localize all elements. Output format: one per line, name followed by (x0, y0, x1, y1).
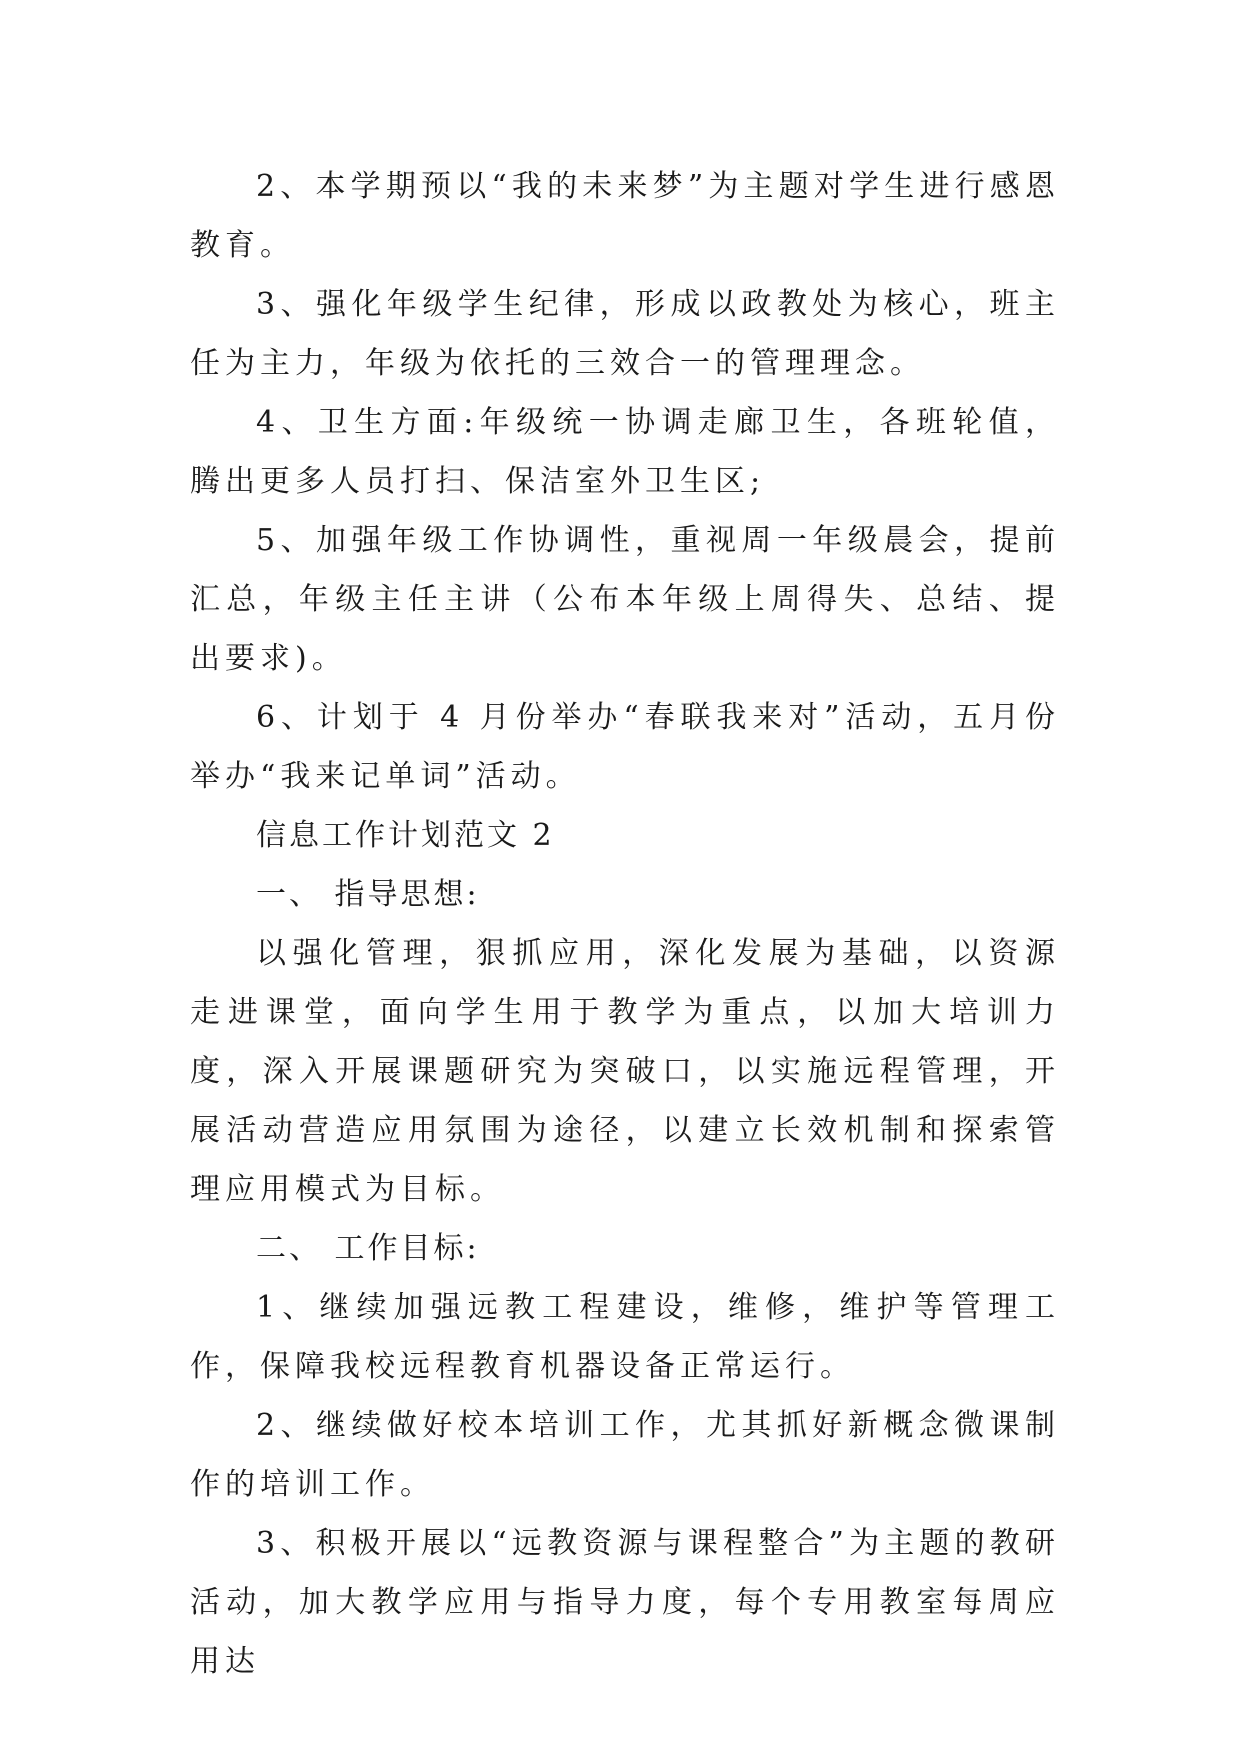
paragraph: 3、积极开展以“远教资源与课程整合”为主题的教研活动，加大教学应用与指导力度，每个专用教室每周应用达 (190, 1526, 1060, 1679)
paragraph: 4、卫生方面:年级统一协调走廊卫生，各班轮值，腾出更多人员打扫、保洁室外卫生区; (190, 405, 1060, 499)
paragraph: 以强化管理，狠抓应用，深化发展为基础，以资源走进课堂，面向学生用于教学为重点，以加大培训力度，深入开展课题研究为突破口，以实施远程管理，开展活动营造应用氛围为途径，以建立长效机制和探索管理应用模式为目标。 (190, 936, 1060, 1207)
paragraph: 2、继续做好校本培训工作，尤其抓好新概念微课制作的培训工作。 (190, 1408, 1060, 1502)
paragraph: 1、继续加强远教工程建设，维修，维护等管理工作，保障我校远程教育机器设备正常运行。 (190, 1290, 1060, 1384)
paragraph: 2、本学期预以“我的未来梦”为主题对学生进行感恩教育。 (190, 169, 1060, 263)
paragraph: 3、强化年级学生纪律，形成以政教处为核心，班主任为主力，年级为依托的三效合一的管理理念。 (190, 287, 1060, 381)
section-heading: 二、 工作目标: (256, 1231, 480, 1266)
document-body (190, 157, 1060, 1691)
section-heading: 一、 指导思想: (256, 877, 480, 912)
section-title: 信息工作计划范文 2 (256, 818, 555, 853)
paragraph: 5、加强年级工作协调性，重视周一年级晨会，提前汇总，年级主任主讲（公布本年级上周得失、总结、提出要求)。 (190, 523, 1060, 676)
paragraph: 6、计划于 4 月份举办“春联我来对”活动，五月份举办“我来记单词”活动。 (190, 700, 1060, 794)
